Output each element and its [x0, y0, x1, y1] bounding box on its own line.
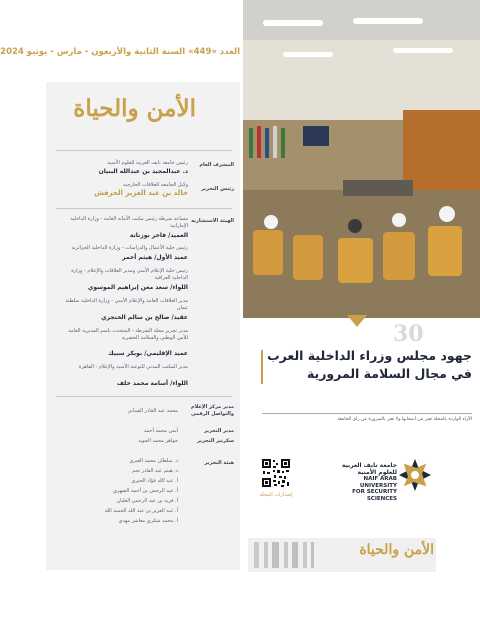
issue-line: العدد «449» السنة الثانية والأربعون - مارس - يونيو 2024 [0, 47, 240, 57]
barcode-decoration [252, 542, 332, 568]
advisory-name: عميد الأول/ هيثم أخمر [122, 254, 188, 261]
advisory-name: عميد الإقليمي/ بوبكر سبيك [108, 350, 188, 357]
advisory-name: اللواء/ أسامة محمد خلف [116, 380, 188, 387]
media-center-name: محمد عبد القادر القيباني [127, 408, 178, 414]
board-member: أ. محمد شكري معاشر مهدي [118, 518, 178, 524]
advisory-name: عقيد/ صالح بن سالم الخنجري [101, 314, 188, 321]
chief-editor-label: رئيس التحرير [201, 186, 234, 192]
conference-photo [243, 0, 480, 318]
advisory-title: مدير تحرير مجلة الشرطة - المتحدث باسم المديرية العامة للأمن الوطني والسلامة الحضرية [68, 328, 188, 341]
advisory-name: اللواء/ سعد معن إبراهيم الموسوي [87, 284, 188, 291]
university-name-en: FOR SECURITY SCIENCES [352, 489, 397, 502]
advisory-title: مدير العلاقات العامة والإعلام الأمني - وزارة الداخلية سلطنة عمان [65, 298, 188, 311]
media-center-label: مدير مركز الإعلام والتواصل الرقمي [190, 404, 234, 417]
board-member: أ. عبد العزيز بن عبد الله الحميد الله [104, 508, 178, 514]
divider [56, 396, 232, 397]
masthead-panel [46, 82, 240, 570]
chief-editor-name: خالد بن عبد العزيز الحرفش [94, 189, 188, 197]
divider [56, 150, 232, 151]
university-name-ar: جامعة نايف العربية للعلوم الأمنية [341, 462, 397, 476]
qr-label: إصدارات المجلة [259, 492, 293, 498]
supervisor-name: د. عبدالمجيد بن عبدالله البنيان [98, 168, 188, 175]
editorial-board-label: هيئة التحرير [204, 460, 234, 466]
magazine-title: الأمن والحياة [73, 95, 196, 122]
pointer-triangle [347, 315, 367, 327]
university-name-en: NAIF ARAB UNIVERSITY [359, 476, 397, 489]
board-member: د. سلطان محمد العبري [129, 458, 178, 464]
advisory-title: مدير المكتب المدني للتوعية الأمنية والإعلام - القاهرة [78, 364, 188, 370]
advisory-name: العميد/ فاخر بوزنانة [129, 232, 188, 239]
advisory-title: مساعد شرطة رئيس مكتب الأمانة العامة - وزارة الداخلية الإماراتية [70, 216, 188, 229]
qr-code-icon[interactable] [261, 458, 291, 488]
divider [56, 208, 232, 209]
advisory-title: رئيس خلية الأعمال والدراسات - وزارة الداخلية الجزائرية [71, 245, 188, 251]
supervisor-title: رئيس جامعة نايف العربية للعلوم الأمنية [107, 160, 188, 166]
secretary-name: جواهر محمد الجويد [138, 438, 178, 444]
footer-brand: الأمن والحياة [359, 542, 434, 558]
university-logo-icon [398, 458, 432, 492]
disclaimer: الآراء الواردة بالمجلة تعبر عن أصحابها ولا تعبر بالضرورة عن رأي الجامعة [262, 413, 472, 422]
secretary-label: سكرتير التحرير [196, 438, 234, 444]
university-name [331, 462, 397, 502]
supervisor-label: المشرف العام [199, 162, 234, 168]
page-number: 30 [393, 321, 424, 347]
chief-editor-title: وكيل الجامعة للعلاقات الخارجية [123, 182, 188, 188]
advisory-title: رئيس خلية الإعلام الأمني ومدير العلاقات والإعلام - وزارة الداخلية العراقية [71, 268, 188, 281]
board-member: أ. عبد الله فؤاد الجبري [131, 478, 178, 484]
managing-editor-label: مدير التحرير [203, 428, 234, 434]
board-member: أ. عبد الرحمن بن أحمد الشهري [112, 488, 178, 494]
board-member: أ. فريد بن عبد الرحمن العليان [116, 498, 178, 504]
feature-title[interactable]: جهود مجلس وزراء الداخلية العرب في مجال السلامة المرورية [267, 348, 472, 381]
advisory-label: الهيئة الاستشارية [191, 218, 234, 224]
managing-editor-name: أيمن محمد أحمد [143, 428, 178, 434]
board-member: د. هيثم عبد القادر نجم [132, 468, 178, 474]
